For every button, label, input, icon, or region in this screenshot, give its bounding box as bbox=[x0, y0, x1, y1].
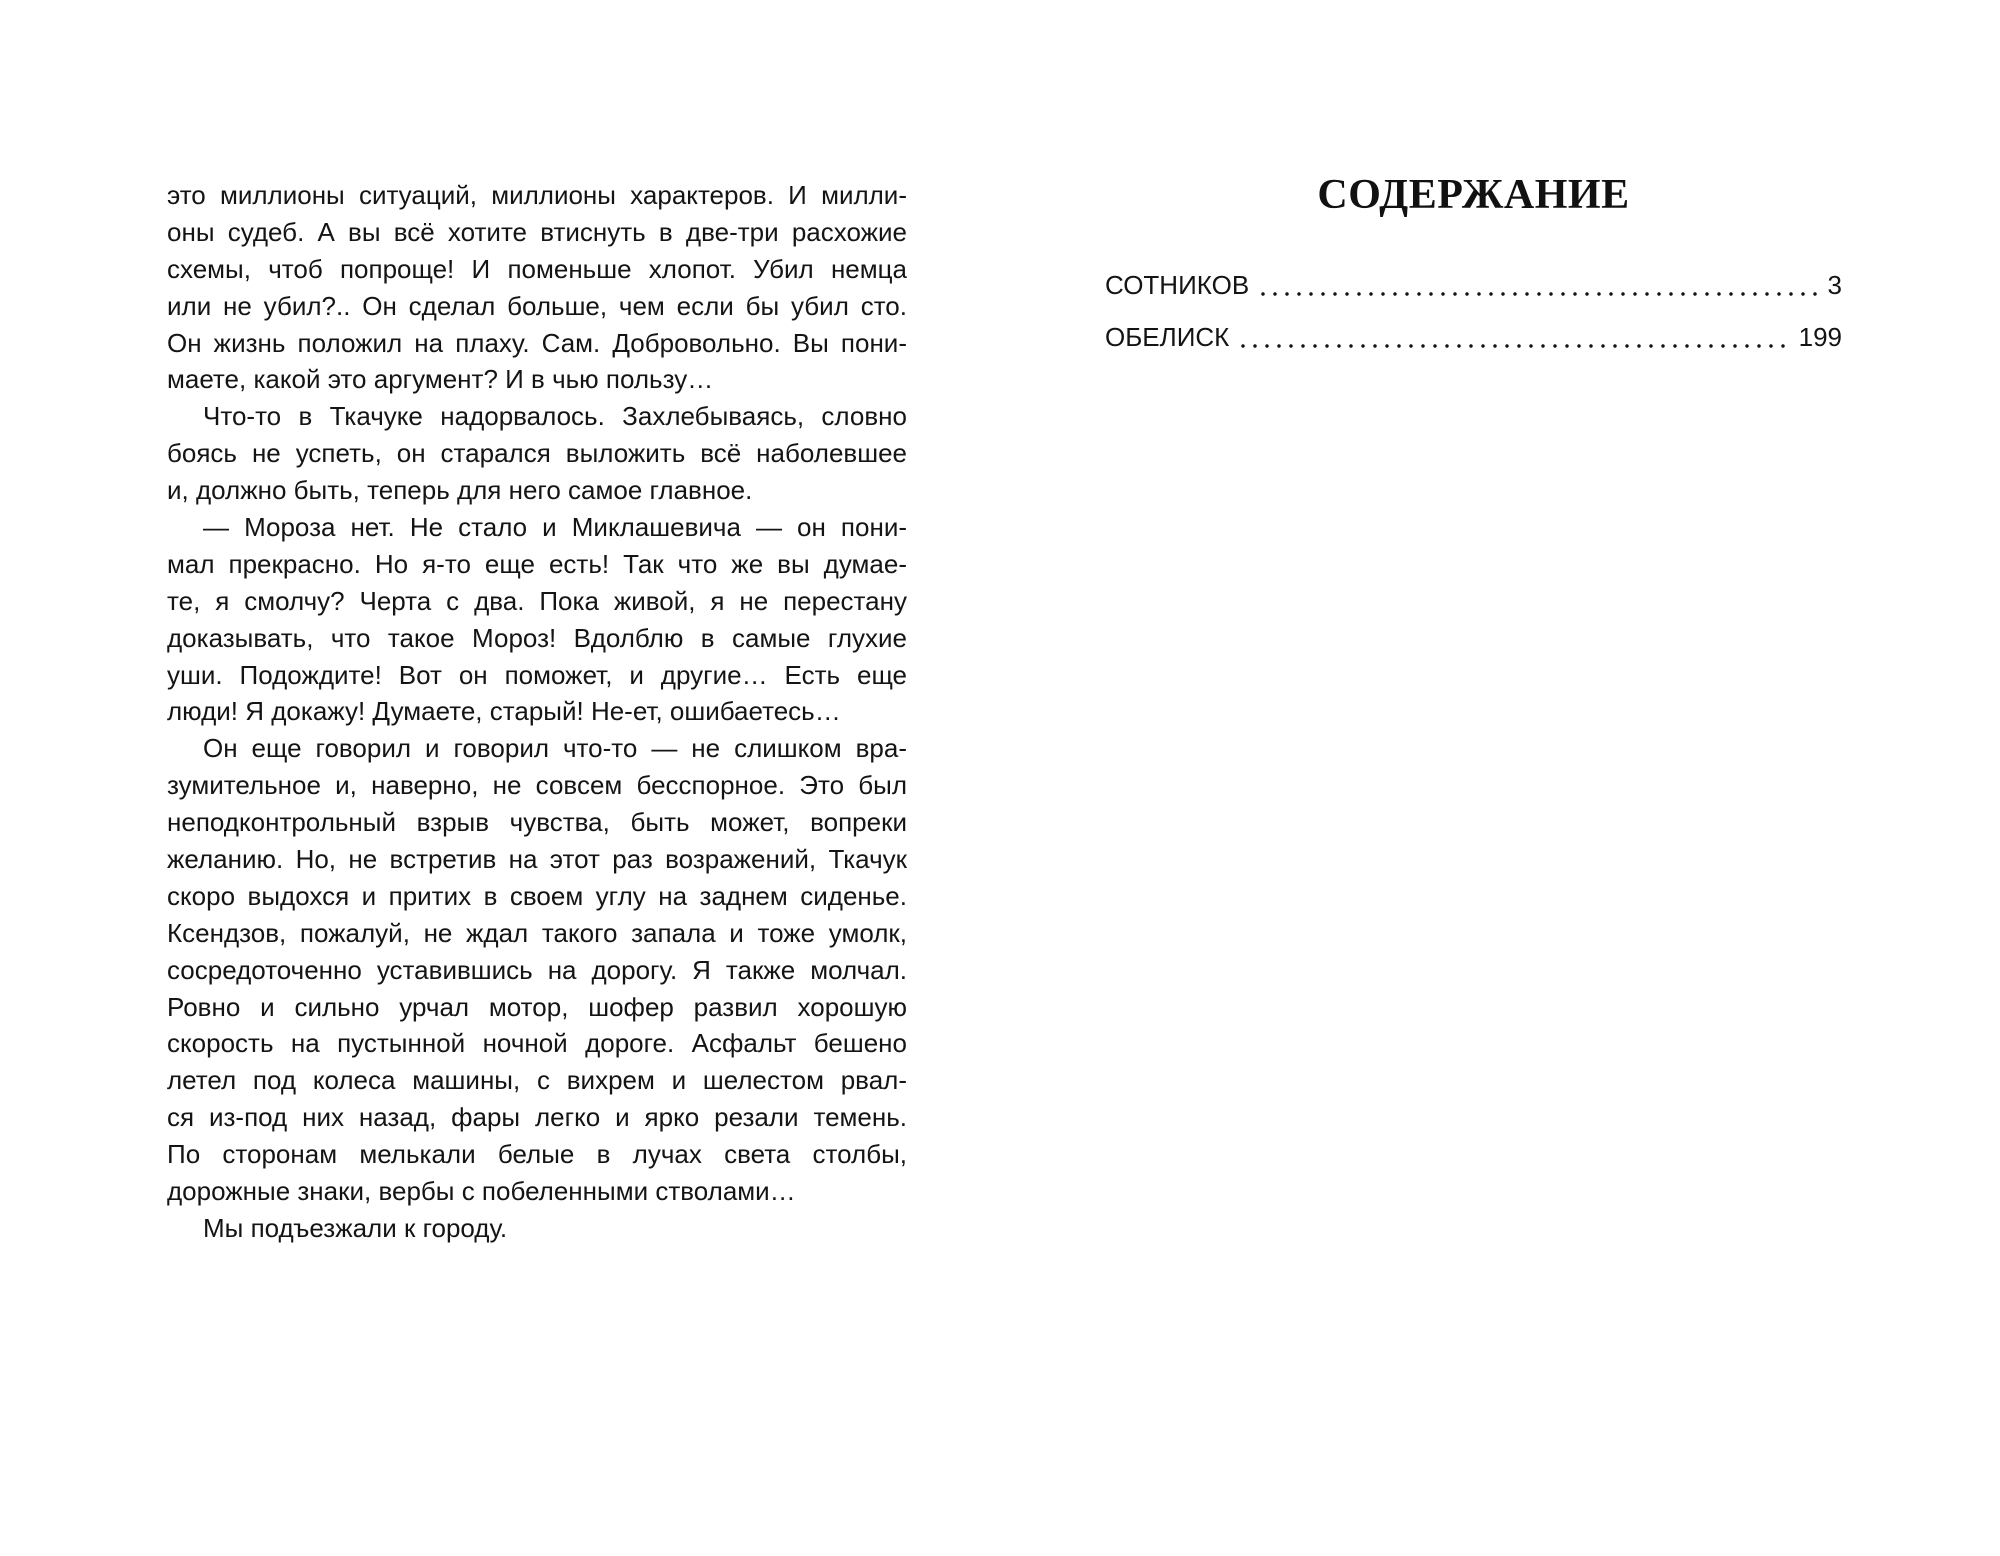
text-line: Он жизнь положил на плаху. Сам. Добровольно. Вы пони- bbox=[167, 327, 907, 358]
text-line: ся из-под них назад, фары легко и ярко резали темень. bbox=[167, 1102, 907, 1133]
text-line: По сторонам мелькали белые в лучах света столбы, bbox=[167, 1139, 907, 1170]
toc-entry-page-number: 3 bbox=[1827, 270, 1842, 300]
toc-title: СОДЕРЖАНИЕ bbox=[1317, 172, 1630, 218]
text-line: маете, какой это аргумент? И в чью пользу… bbox=[167, 364, 714, 395]
text-line: летел под колеса машины, с вихрем и шелестом рвал- bbox=[167, 1065, 907, 1096]
text-line: Ровно и сильно урчал мотор, шофер развил хорошую bbox=[167, 991, 907, 1022]
toc-entry-title: ОБЕЛИСК bbox=[1105, 322, 1230, 352]
text-line: дорожные знаки, вербы с побеленными стволами… bbox=[167, 1176, 796, 1207]
toc-entry bbox=[1105, 317, 1842, 357]
text-line: Он еще говорил и говорил что-то — не слишком вра- bbox=[203, 733, 907, 764]
text-line: это миллионы ситуаций, миллионы характеров. И милли- bbox=[167, 180, 907, 210]
text-line: скоро выдохся и притих в своем углу на заднем сиденье. bbox=[167, 880, 907, 911]
text-line: схемы, чтоб попроще! И поменьше хлопот. Убил немца bbox=[167, 253, 907, 284]
text-line: или не убил?.. Он сделал больше, чем если бы убил сто. bbox=[167, 290, 907, 321]
toc-dot-leader bbox=[1257, 265, 1821, 305]
text-line: боясь не успеть, он старался выложить всё наболевшее bbox=[167, 438, 907, 469]
text-line: Мы подъезжали к городу. bbox=[203, 1212, 508, 1243]
text-line: мал прекрасно. Но я-то еще есть! Так что же вы думае- bbox=[167, 548, 907, 579]
text-line: Ксендзов, пожалуй, не ждал такого запала и тоже умолк, bbox=[167, 917, 907, 948]
text-line: неподконтрольный взрыв чувства, быть может, вопреки bbox=[167, 807, 907, 838]
text-line: и, должно быть, теперь для него самое главное. bbox=[167, 475, 753, 506]
text-line: Что-то в Ткачуке надорвалось. Захлебываясь, словно bbox=[203, 401, 907, 432]
toc-entry-page-number: 199 bbox=[1798, 322, 1842, 352]
right-page-contents bbox=[1105, 0, 1842, 1556]
text-line: оны судеб. А вы всё хотите втиснуть в две-три расхожие bbox=[167, 216, 907, 247]
left-page-text bbox=[167, 177, 907, 1247]
text-line: — Мороза нет. Не стало и Миклашевича — он пони- bbox=[203, 512, 907, 543]
toc-list bbox=[1105, 265, 1842, 369]
text-line: люди! Я докажу! Думаете, старый! Не-ет, ошибаетесь… bbox=[167, 696, 841, 727]
toc-entry bbox=[1105, 265, 1842, 305]
toc-entry-title: СОТНИКОВ bbox=[1105, 270, 1250, 300]
text-line: желанию. Но, не встретив на этот раз возражений, Ткачук bbox=[167, 844, 907, 875]
text-line: доказывать, что такое Мороз! Вдолблю в самые глухие bbox=[167, 622, 907, 653]
text-line: те, я смолчу? Черта с два. Пока живой, я не перестану bbox=[167, 585, 907, 616]
text-line: скорость на пустынной ночной дороге. Асфальт бешено bbox=[167, 1028, 907, 1059]
text-line: уши. Подождите! Вот он поможет, и другие… Есть еще bbox=[167, 659, 907, 690]
text-line: зумительное и, наверно, не совсем бесспорное. Это был bbox=[167, 770, 907, 801]
text-line: сосредоточенно уставившись на дорогу. Я также молчал. bbox=[167, 954, 907, 985]
toc-dot-leader bbox=[1237, 317, 1792, 357]
